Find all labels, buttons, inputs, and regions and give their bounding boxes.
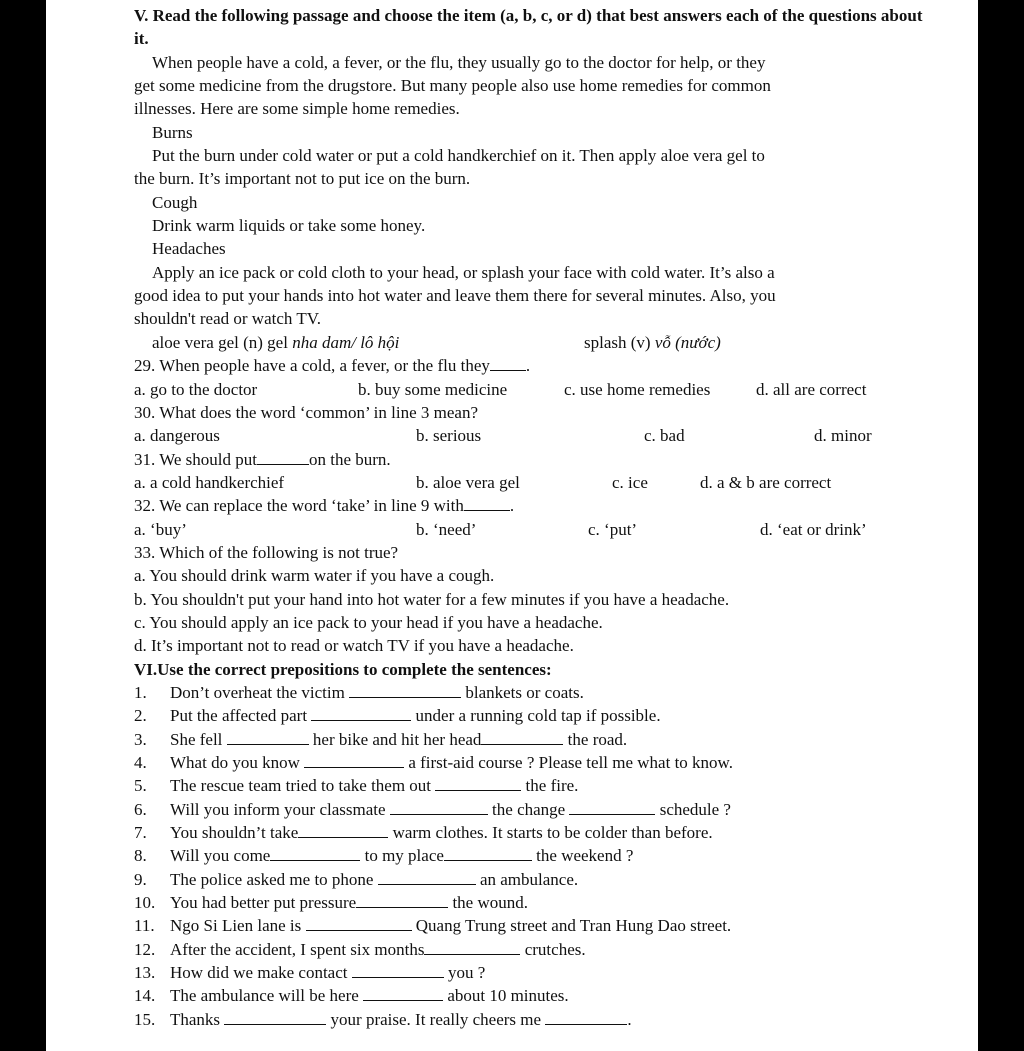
option-b[interactable]: b. buy some medicine	[358, 379, 508, 399]
option-d[interactable]: d. ‘eat or drink’	[760, 519, 867, 539]
passage-line: When people have a cold, a fever, or the flu, they usually go to the doctor for help, or they	[152, 52, 766, 72]
answer-blank[interactable]	[306, 916, 412, 931]
passage-line: Drink warm liquids or take some honey.	[152, 216, 426, 236]
answer-blank[interactable]	[227, 730, 309, 745]
options-row	[134, 424, 934, 447]
answer-blank[interactable]	[378, 870, 476, 885]
options-row	[134, 378, 934, 401]
answer-blank[interactable]	[304, 753, 404, 768]
answer-blank[interactable]	[569, 800, 655, 815]
glossary-row	[134, 331, 934, 354]
list-item: 8. Will you come to my place the weekend ?	[134, 846, 634, 866]
option-d[interactable]: d. a & b are correct	[700, 472, 832, 492]
passage-line: illnesses. Here are some simple home remedies.	[134, 99, 460, 119]
list-item: 4. What do you know a first-aid course ? Please tell me what to know.	[134, 753, 733, 772]
list-item: 12. After the accident, I spent six months crutches.	[134, 939, 586, 959]
option-a[interactable]: a. a cold handkerchief	[134, 472, 285, 492]
option-a[interactable]: a. dangerous	[134, 426, 220, 446]
list-item: 1. Don’t overheat the victim blankets or coats.	[134, 682, 584, 702]
option-a[interactable]: a. You should drink warm water if you have a cough.	[134, 566, 495, 586]
answer-blank[interactable]	[352, 963, 444, 978]
list-item: 7. You shouldn’t take warm clothes. It starts to be colder than before.	[134, 823, 713, 843]
passage-line: shouldn't read or watch TV.	[134, 309, 322, 329]
options-row	[134, 471, 934, 494]
option-d[interactable]: d. all are correct	[756, 379, 867, 399]
question-stem: 29. When people have a cold, a fever, or the flu they .	[134, 356, 531, 376]
list-item: 10. You had better put pressure the wound.	[134, 893, 528, 913]
answer-blank[interactable]	[224, 1010, 326, 1025]
passage-line: the burn. It’s important not to put ice on the burn.	[134, 169, 471, 189]
section-v-heading: V. Read the following passage and choose the item (a, b, c, or d) that best answers each of the questions about it.	[134, 6, 923, 49]
answer-blank[interactable]	[363, 986, 443, 1001]
answer-blank[interactable]	[481, 730, 563, 745]
list-item: 5. The rescue team tried to take them out the fire.	[134, 776, 579, 796]
option-b[interactable]: b. You shouldn't put your hand into hot water for a few minutes if you have a headache.	[134, 589, 730, 609]
option-c[interactable]: c. ‘put’	[588, 519, 638, 539]
list-item: 3. She fell her bike and hit her head the road.	[134, 729, 628, 749]
list-item: 9. The police asked me to phone an ambulance.	[134, 869, 579, 889]
option-d[interactable]: d. minor	[814, 426, 872, 446]
passage-line: Put the burn under cold water or put a cold handkerchief on it. Then apply aloe vera gel to	[152, 146, 765, 166]
glossary-aloe: aloe vera gel (n) gel nha dam/ lô hội	[152, 332, 400, 352]
question-stem: 33. Which of the following is not true?	[134, 542, 399, 562]
answer-blank[interactable]	[298, 823, 388, 838]
question-stem: 30. What does the word ‘common’ in line 3 mean?	[134, 402, 479, 422]
answer-blank[interactable]	[424, 940, 520, 955]
option-c[interactable]: c. bad	[644, 426, 685, 446]
question-stem: 31. We should put on the burn.	[134, 449, 391, 469]
list-item: 11. Ngo Si Lien lane is Quang Trung street and Tran Hung Dao street.	[134, 916, 732, 936]
answer-blank[interactable]	[490, 356, 526, 371]
option-d[interactable]: d. It’s important not to read or watch TV if you have a headache.	[134, 636, 574, 656]
answer-blank[interactable]	[270, 846, 360, 861]
section-vi-heading: VI.Use the correct prepositions to complete the sentences:	[134, 659, 552, 679]
answer-blank[interactable]	[444, 846, 532, 861]
glossary-splash: splash (v) vỗ (nước)	[584, 332, 721, 352]
passage-line: good idea to put your hands into hot water and leave them there for several minutes. Also, you	[134, 286, 776, 306]
answer-blank[interactable]	[257, 450, 309, 465]
cough-title: Cough	[152, 192, 198, 212]
burns-title: Burns	[152, 122, 193, 142]
answer-blank[interactable]	[349, 683, 461, 698]
option-a[interactable]: a. ‘buy’	[134, 519, 187, 539]
option-c[interactable]: c. You should apply an ice pack to your head if you have a headache.	[134, 612, 603, 632]
answer-blank[interactable]	[435, 776, 521, 791]
list-item: 14. The ambulance will be here about 10 minutes.	[134, 986, 569, 1006]
list-item: 15. Thanks your praise. It really cheers me .	[134, 1009, 632, 1029]
answer-blank[interactable]	[464, 496, 510, 511]
answer-blank[interactable]	[545, 1010, 627, 1025]
headaches-title: Headaches	[152, 239, 226, 259]
option-b[interactable]: b. ‘need’	[416, 519, 477, 539]
option-b[interactable]: b. serious	[416, 426, 482, 446]
answer-blank[interactable]	[356, 893, 448, 908]
list-item: 2. Put the affected part under a running cold tap if possible.	[134, 706, 661, 726]
option-c[interactable]: c. ice	[612, 472, 648, 492]
option-a[interactable]: a. go to the doctor	[134, 379, 258, 399]
option-b[interactable]: b. aloe vera gel	[416, 472, 520, 492]
passage-line: Apply an ice pack or cold cloth to your head, or splash your face with cold water. It’s also a	[152, 262, 775, 282]
option-c[interactable]: c. use home remedies	[564, 379, 711, 399]
options-row	[134, 518, 934, 541]
list-item: 13. How did we make contact you ?	[134, 963, 486, 983]
answer-blank[interactable]	[390, 800, 488, 815]
worksheet-content	[134, 4, 934, 1031]
passage-line: get some medicine from the drugstore. But many people also use home remedies for common	[134, 76, 771, 96]
answer-blank[interactable]	[311, 706, 411, 721]
question-stem: 32. We can replace the word ‘take’ in line 9 with .	[134, 496, 515, 516]
list-item: 6. Will you inform your classmate the change schedule ?	[134, 799, 731, 819]
worksheet-page	[46, 0, 978, 1051]
